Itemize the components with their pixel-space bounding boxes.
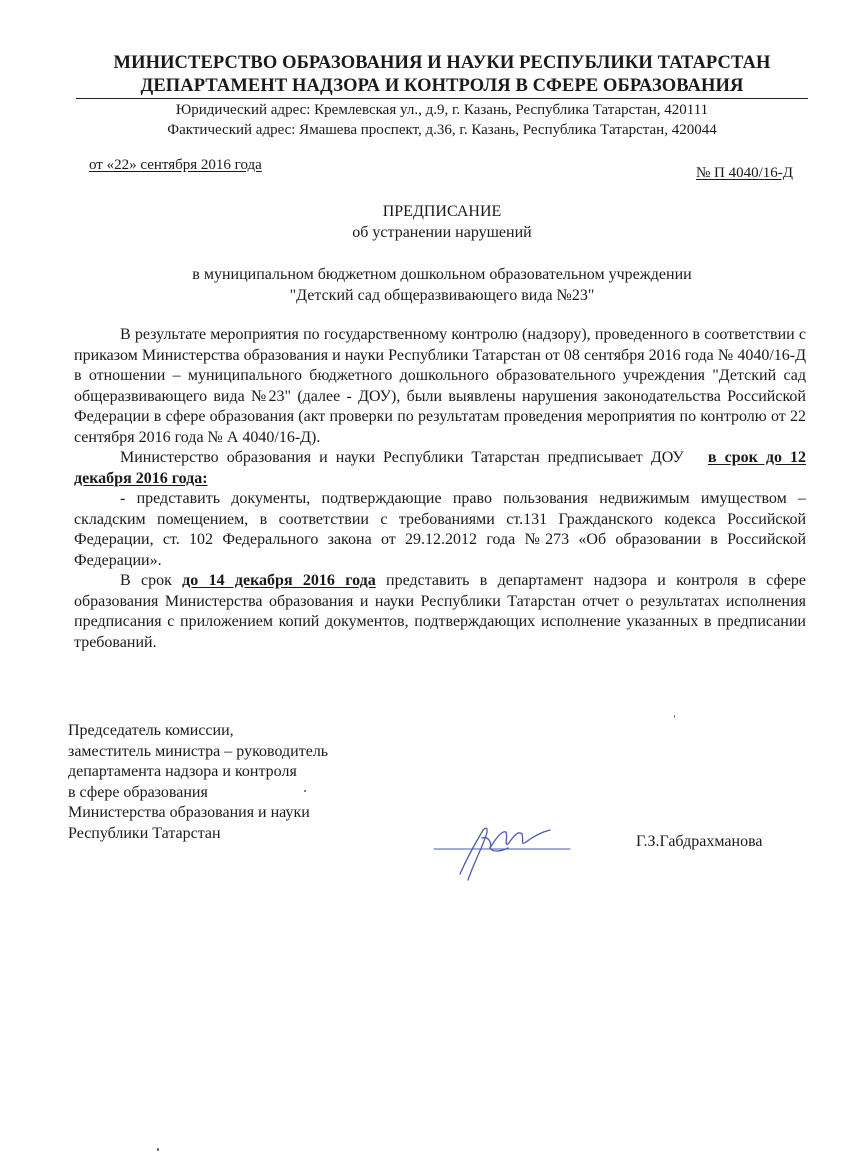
deadline-second: до 14 декабря 2016 года [182, 572, 376, 589]
signatory-title [68, 721, 388, 844]
paragraph-findings: В результате мероприятия по государственному контролю (надзору), проведенного в соответствии с приказом Министерства образования и науки Республики Татарстан от 08 сентября 2016 года № 4040/16-Д в отношении – муниципального бюджетного дошкольного образовательного учреждения "Детский сад общеразвивающего вида №23" (далее - ДОУ), были выявлены нарушения законодательства Российской Федерации в сфере образования (акт проверки по результатам проведения мероприятия по контролю от 22 сентября 2016 года № А 4040/16-Д). [74, 326, 806, 446]
department-title: ДЕПАРТАМЕНТ НАДЗОРА И КОНТРОЛЯ В СФЕРЕ ОБРАЗОВАНИЯ [140, 76, 744, 96]
signatory-line: департамента надзора и контроля [68, 763, 297, 780]
ministry-title: МИНИСТЕРСТВО ОБРАЗОВАНИЯ И НАУКИ РЕСПУБЛИКИ ТАТАРСТАН [113, 53, 771, 73]
institution-line-2: "Детский сад общеразвивающего вида №23" [289, 287, 595, 304]
paragraph-report [74, 571, 806, 653]
paragraph-report-prefix: В срок [120, 572, 172, 589]
institution-line-1: в муниципальном бюджетном дошкольном образовательном учреждении [192, 266, 692, 283]
deadline-first: в срок до 12 декабря 2016 года: [74, 449, 807, 487]
scan-speck [674, 715, 675, 718]
document-subheading: об устранении нарушений [352, 224, 532, 241]
paragraph-report-text: представить в департамент надзора и контроля в сфере образования Министерства образования и науки Республики Татарстан отчет о результатах исполнения предписания с приложением копий документов, подтверждающих исполнение указанных в предписании требований. [74, 572, 807, 651]
handwritten-signature [430, 808, 580, 888]
document-heading: ПРЕДПИСАНИЕ [382, 203, 502, 220]
signatory-line: Министерства образования и науки [68, 804, 310, 821]
legal-address: Юридический адрес: Кремлевская ул., д.9, г. Казань, Республика Татарстан, 420111 [175, 102, 709, 118]
signatory-line: в сфере образования [68, 783, 208, 801]
signatory-line: Республики Татарстан [68, 824, 221, 842]
signature-stroke [482, 830, 550, 848]
scan-speck [304, 790, 306, 792]
actual-address: Фактический адрес: Ямашева проспект, д.36, г. Казань, Республика Татарстан, 420044 [167, 122, 717, 138]
header-divider [76, 98, 808, 99]
signer-name: Г.З.Габдрахманова [636, 833, 763, 850]
paragraph-order-text: Министерство образования и науки Республики Татарстан предписывает ДОУ [120, 449, 684, 466]
paragraph-order [74, 448, 806, 489]
signatory-line: Председатель комиссии, [68, 722, 234, 739]
signature-stroke [460, 828, 487, 880]
paragraph-requirement: - представить документы, подтверждающие право пользования недвижимым имуществом – складским помещением, в соответствии с требованиями ст.131 Гражданского кодекса Российской Федерации, ст. 102 Федерального закона от 29.12.2012 года №273 «Об образовании в Российской Федерации». [74, 490, 806, 569]
signatory-line: заместитель министра – руководитель [68, 742, 329, 760]
scan-speck [157, 1148, 159, 1151]
body-text [74, 325, 806, 653]
document-number: № П 4040/16-Д [695, 165, 793, 181]
document-date: от «22» сентября 2016 года [89, 157, 262, 173]
